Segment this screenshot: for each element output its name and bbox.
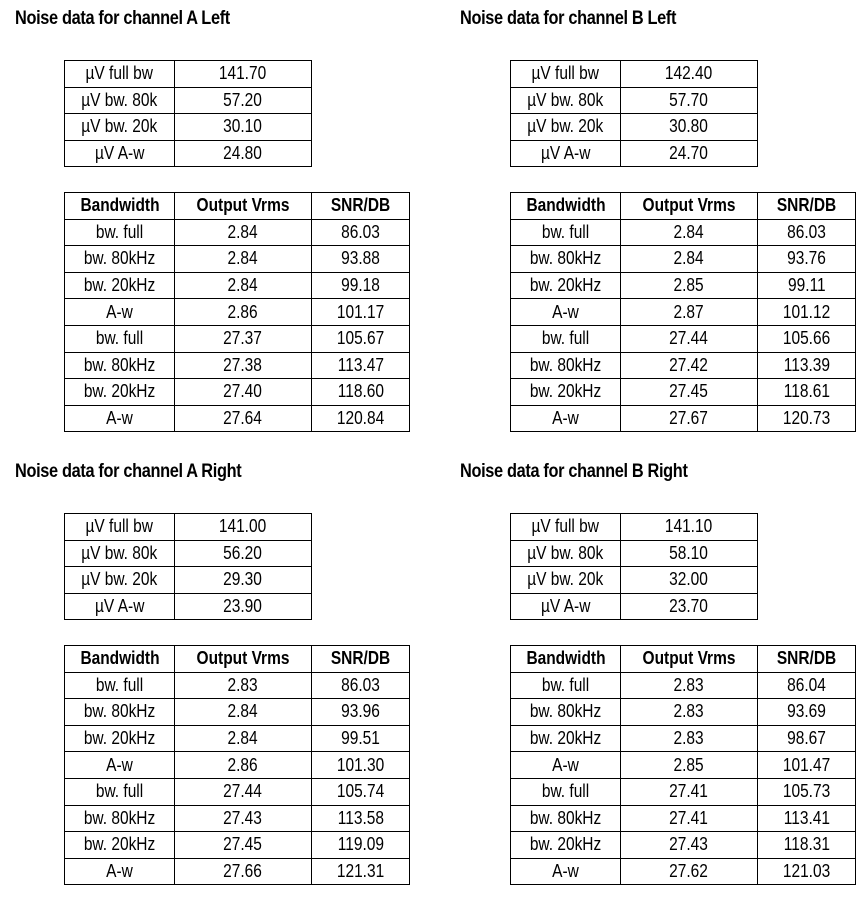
vrms-cell: 27.43 <box>175 805 312 832</box>
snr-cell: 119.09 <box>312 832 410 859</box>
snr-cell: 118.60 <box>312 379 410 406</box>
snr-cell: 101.12 <box>758 299 856 326</box>
vrms-cell: 2.87 <box>621 299 758 326</box>
table-row <box>65 699 410 726</box>
noise-label-cell: µV full bw <box>511 514 621 541</box>
noise-label-cell: µV bw. 80k <box>65 87 175 114</box>
bandwidth-cell: A-w <box>511 405 621 432</box>
vrms-cell: 2.85 <box>621 752 758 779</box>
column-header-bandwidth: Bandwidth <box>511 646 621 673</box>
table-row <box>511 567 758 594</box>
table-row <box>65 725 410 752</box>
column-header-output-vrms: Output Vrms <box>175 646 312 673</box>
bandwidth-cell: bw. 80kHz <box>65 699 175 726</box>
noise-value-cell: 141.70 <box>175 61 312 88</box>
bandwidth-cell: bw. 20kHz <box>511 379 621 406</box>
noise-value-cell: 142.40 <box>621 61 758 88</box>
header-row <box>511 646 856 673</box>
vrms-cell: 2.84 <box>175 699 312 726</box>
vrms-cell: 27.43 <box>621 832 758 859</box>
table-row <box>65 219 410 246</box>
snr-cell: 101.30 <box>312 752 410 779</box>
table-row <box>511 672 856 699</box>
column-header-bandwidth: Bandwidth <box>65 646 175 673</box>
table-row <box>65 114 312 141</box>
vrms-cell: 27.62 <box>621 858 758 885</box>
vrms-cell: 27.44 <box>175 778 312 805</box>
bandwidth-cell: bw. 20kHz <box>511 725 621 752</box>
bandwidth-cell: bw. 20kHz <box>511 272 621 299</box>
table-row <box>511 699 856 726</box>
table-row <box>511 805 856 832</box>
vrms-cell: 2.84 <box>621 219 758 246</box>
table-row <box>65 832 410 859</box>
table-row <box>65 567 312 594</box>
noise-label-cell: µV bw. 80k <box>511 87 621 114</box>
noise-label-cell: µV bw. 20k <box>65 114 175 141</box>
noise-label-cell: µV bw. 20k <box>511 114 621 141</box>
table-row <box>65 540 312 567</box>
vrms-cell: 2.86 <box>175 752 312 779</box>
section-title: Noise data for channel B Left <box>460 8 677 29</box>
noise-value-cell: 56.20 <box>175 540 312 567</box>
table-row <box>511 299 856 326</box>
snr-cell: 99.51 <box>312 725 410 752</box>
snr-cell: 101.47 <box>758 752 856 779</box>
noise-label-cell: µV bw. 80k <box>511 540 621 567</box>
vrms-cell: 27.37 <box>175 325 312 352</box>
bandwidth-cell: bw. full <box>511 672 621 699</box>
vrms-cell: 27.45 <box>621 379 758 406</box>
snr-table <box>64 645 410 885</box>
table-row <box>511 87 758 114</box>
noise-label-cell: µV A-w <box>511 140 621 167</box>
snr-cell: 99.18 <box>312 272 410 299</box>
vrms-cell: 27.40 <box>175 379 312 406</box>
bandwidth-cell: bw. 20kHz <box>511 832 621 859</box>
table-row <box>65 352 410 379</box>
table-row <box>65 778 410 805</box>
snr-cell: 86.03 <box>758 219 856 246</box>
snr-cell: 105.67 <box>312 325 410 352</box>
vrms-cell: 27.66 <box>175 858 312 885</box>
noise-label-cell: µV bw. 20k <box>65 567 175 594</box>
table-row <box>65 672 410 699</box>
section-title: Noise data for channel A Left <box>15 8 230 29</box>
table-row <box>511 379 856 406</box>
snr-cell: 118.61 <box>758 379 856 406</box>
noise-value-cell: 32.00 <box>621 567 758 594</box>
vrms-cell: 2.83 <box>621 699 758 726</box>
column-header-output-vrms: Output Vrms <box>621 646 758 673</box>
table-row <box>511 593 758 620</box>
table-row <box>511 325 856 352</box>
noise-value-cell: 24.80 <box>175 140 312 167</box>
bandwidth-cell: bw. full <box>511 219 621 246</box>
vrms-cell: 27.41 <box>621 778 758 805</box>
snr-cell: 99.11 <box>758 272 856 299</box>
bandwidth-cell: bw. 80kHz <box>511 246 621 273</box>
table-row <box>511 272 856 299</box>
table-row <box>511 114 758 141</box>
table-row <box>65 858 410 885</box>
table-row <box>511 352 856 379</box>
snr-cell: 120.73 <box>758 405 856 432</box>
bandwidth-cell: bw. 80kHz <box>65 246 175 273</box>
bandwidth-cell: bw. 20kHz <box>65 725 175 752</box>
bandwidth-cell: A-w <box>511 299 621 326</box>
noise-value-cell: 58.10 <box>621 540 758 567</box>
snr-cell: 118.31 <box>758 832 856 859</box>
vrms-cell: 27.41 <box>621 805 758 832</box>
table-row <box>65 514 312 541</box>
column-header-bandwidth: Bandwidth <box>65 193 175 220</box>
table-row <box>511 405 856 432</box>
bandwidth-cell: A-w <box>511 858 621 885</box>
header-row <box>65 646 410 673</box>
vrms-cell: 2.84 <box>175 272 312 299</box>
vrms-cell: 2.84 <box>175 725 312 752</box>
column-header-bandwidth: Bandwidth <box>511 193 621 220</box>
bandwidth-cell: bw. 80kHz <box>511 805 621 832</box>
snr-cell: 113.58 <box>312 805 410 832</box>
vrms-cell: 27.45 <box>175 832 312 859</box>
snr-cell: 93.96 <box>312 699 410 726</box>
table-row <box>65 299 410 326</box>
bandwidth-cell: bw. 20kHz <box>65 379 175 406</box>
table-row <box>511 140 758 167</box>
snr-cell: 86.04 <box>758 672 856 699</box>
snr-cell: 93.76 <box>758 246 856 273</box>
vrms-cell: 2.83 <box>621 725 758 752</box>
table-row <box>65 87 312 114</box>
snr-cell: 121.31 <box>312 858 410 885</box>
header-row <box>65 193 410 220</box>
noise-label-cell: µV A-w <box>511 593 621 620</box>
vrms-cell: 2.84 <box>621 246 758 273</box>
column-header-output-vrms: Output Vrms <box>621 193 758 220</box>
noise-value-cell: 29.30 <box>175 567 312 594</box>
table-row <box>65 379 410 406</box>
table-row <box>511 219 856 246</box>
noise-uv-table <box>510 60 758 167</box>
table-row <box>511 246 856 273</box>
noise-uv-table <box>510 513 758 620</box>
noise-label-cell: µV full bw <box>65 61 175 88</box>
noise-label-cell: µV bw. 80k <box>65 540 175 567</box>
bandwidth-cell: bw. 20kHz <box>65 832 175 859</box>
table-row <box>511 858 856 885</box>
snr-table <box>510 645 856 885</box>
noise-label-cell: µV bw. 20k <box>511 567 621 594</box>
table-row <box>65 272 410 299</box>
noise-value-cell: 30.10 <box>175 114 312 141</box>
bandwidth-cell: bw. full <box>65 672 175 699</box>
bandwidth-cell: bw. full <box>65 325 175 352</box>
bandwidth-cell: bw. 80kHz <box>511 699 621 726</box>
vrms-cell: 27.64 <box>175 405 312 432</box>
snr-table <box>64 192 410 432</box>
section-title: Noise data for channel A Right <box>15 461 242 482</box>
noise-label-cell: µV A-w <box>65 593 175 620</box>
noise-label-cell: µV A-w <box>65 140 175 167</box>
vrms-cell: 27.42 <box>621 352 758 379</box>
vrms-cell: 27.44 <box>621 325 758 352</box>
table-row <box>511 725 856 752</box>
snr-cell: 105.73 <box>758 778 856 805</box>
snr-cell: 120.84 <box>312 405 410 432</box>
bandwidth-cell: bw. full <box>65 219 175 246</box>
bandwidth-cell: bw. full <box>65 778 175 805</box>
noise-value-cell: 141.00 <box>175 514 312 541</box>
snr-table <box>510 192 856 432</box>
bandwidth-cell: bw. 80kHz <box>65 352 175 379</box>
vrms-cell: 2.86 <box>175 299 312 326</box>
bandwidth-cell: bw. full <box>511 778 621 805</box>
column-header-snr: SNR/DB <box>312 646 410 673</box>
table-row <box>65 752 410 779</box>
noise-value-cell: 23.70 <box>621 593 758 620</box>
header-row <box>511 193 856 220</box>
table-row <box>65 61 312 88</box>
table-row <box>65 405 410 432</box>
table-row <box>65 325 410 352</box>
noise-label-cell: µV full bw <box>65 514 175 541</box>
noise-value-cell: 57.20 <box>175 87 312 114</box>
bandwidth-cell: bw. 20kHz <box>65 272 175 299</box>
snr-cell: 113.41 <box>758 805 856 832</box>
snr-cell: 101.17 <box>312 299 410 326</box>
table-row <box>65 805 410 832</box>
column-header-output-vrms: Output Vrms <box>175 193 312 220</box>
table-row <box>511 61 758 88</box>
noise-label-cell: µV full bw <box>511 61 621 88</box>
noise-uv-table <box>64 513 312 620</box>
vrms-cell: 2.85 <box>621 272 758 299</box>
bandwidth-cell: A-w <box>65 858 175 885</box>
snr-cell: 86.03 <box>312 219 410 246</box>
bandwidth-cell: A-w <box>65 752 175 779</box>
noise-value-cell: 141.10 <box>621 514 758 541</box>
snr-cell: 98.67 <box>758 725 856 752</box>
table-row <box>65 246 410 273</box>
noise-value-cell: 24.70 <box>621 140 758 167</box>
snr-cell: 93.88 <box>312 246 410 273</box>
table-row <box>65 593 312 620</box>
vrms-cell: 2.83 <box>621 672 758 699</box>
bandwidth-cell: A-w <box>65 299 175 326</box>
table-row <box>65 140 312 167</box>
noise-value-cell: 23.90 <box>175 593 312 620</box>
table-row <box>511 540 758 567</box>
vrms-cell: 27.67 <box>621 405 758 432</box>
noise-uv-table <box>64 60 312 167</box>
snr-cell: 105.74 <box>312 778 410 805</box>
bandwidth-cell: A-w <box>511 752 621 779</box>
vrms-cell: 27.38 <box>175 352 312 379</box>
snr-cell: 93.69 <box>758 699 856 726</box>
bandwidth-cell: A-w <box>65 405 175 432</box>
section-title: Noise data for channel B Right <box>460 461 688 482</box>
table-row <box>511 514 758 541</box>
column-header-snr: SNR/DB <box>758 193 856 220</box>
snr-cell: 105.66 <box>758 325 856 352</box>
bandwidth-cell: bw. full <box>511 325 621 352</box>
snr-cell: 121.03 <box>758 858 856 885</box>
snr-cell: 113.39 <box>758 352 856 379</box>
snr-cell: 86.03 <box>312 672 410 699</box>
vrms-cell: 2.83 <box>175 672 312 699</box>
snr-cell: 113.47 <box>312 352 410 379</box>
bandwidth-cell: bw. 80kHz <box>511 352 621 379</box>
table-row <box>511 832 856 859</box>
noise-value-cell: 57.70 <box>621 87 758 114</box>
noise-value-cell: 30.80 <box>621 114 758 141</box>
bandwidth-cell: bw. 80kHz <box>65 805 175 832</box>
table-row <box>511 752 856 779</box>
column-header-snr: SNR/DB <box>758 646 856 673</box>
table-row <box>511 778 856 805</box>
vrms-cell: 2.84 <box>175 219 312 246</box>
vrms-cell: 2.84 <box>175 246 312 273</box>
column-header-snr: SNR/DB <box>312 193 410 220</box>
